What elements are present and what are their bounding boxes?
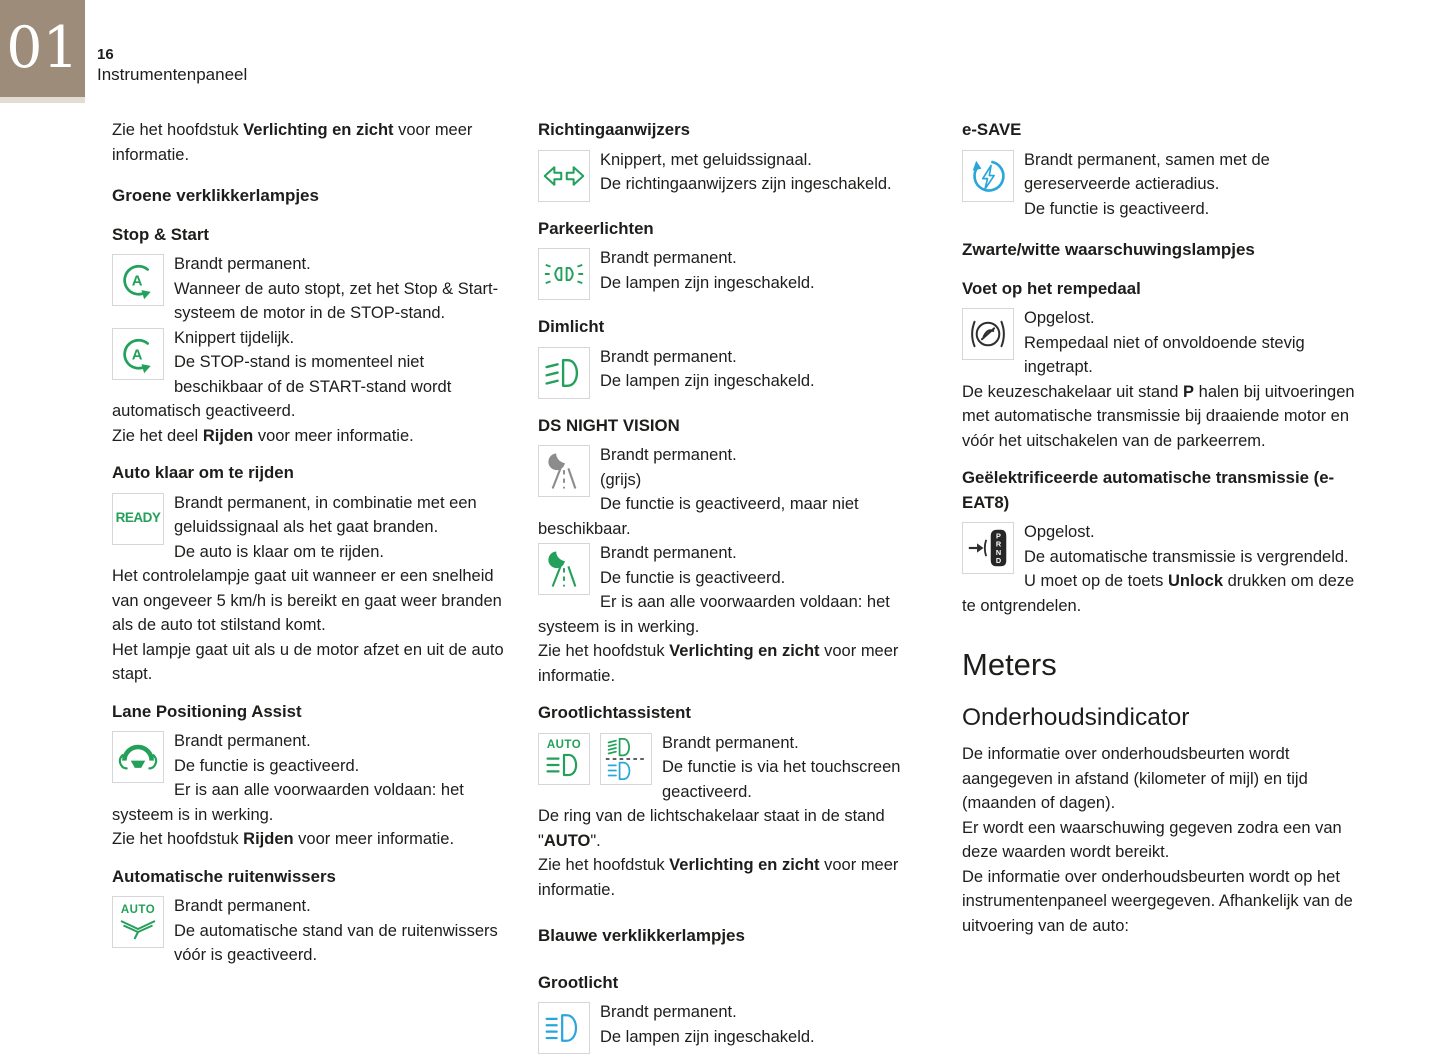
- svg-text:N: N: [995, 547, 1002, 557]
- heading-parking-lights: Parkeerlichten: [538, 218, 654, 238]
- gear-selector-prnd-icon: [962, 522, 1014, 574]
- column-middle: [538, 118, 940, 1056]
- night-vision-green-block: [538, 541, 940, 688]
- text-line: Brandt permanent.: [174, 732, 311, 750]
- eat8-block: [962, 520, 1364, 618]
- maintenance-paragraph: De informatie over onderhoudsbeurten wordt aangegeven in afstand (kilometer of mijl) en tijd (maanden of dagen).: [962, 745, 1308, 812]
- heading-turn-signals: Richtingaanwijzers: [538, 120, 690, 139]
- heading-highbeam-assist: Grootlichtassistent: [538, 703, 691, 722]
- esave-block: [962, 148, 1364, 222]
- main-beam-block: [538, 1000, 940, 1056]
- stop-start-block-2: [112, 326, 514, 449]
- parking-lights-block: [538, 246, 940, 302]
- heading-lane-positioning: Lane Positioning Assist: [112, 701, 302, 721]
- heading-eat8: Geëlektrificeerde automatische transmissie (e-EAT8): [962, 468, 1335, 512]
- heading-esave: e-SAVE: [962, 120, 1022, 139]
- text-line: De lampen zijn ingeschakeld.: [600, 273, 815, 292]
- text-line: Knippert, met geluidssignaal.: [600, 150, 812, 169]
- svg-text:R: R: [995, 539, 1002, 549]
- auto-headlight-icon: AUTO: [538, 733, 590, 785]
- heading-black-white-warnings: Zwarte/witte waarschuwingslampjes: [962, 240, 1255, 259]
- text-line: De functie is geactiveerd.: [600, 568, 786, 587]
- text-line: Brandt permanent.: [174, 255, 311, 273]
- section-title-meters: Meters: [962, 647, 1057, 682]
- text-line: Het controlelampje gaat uit wanneer er een snelheid van ongeveer 5 km/h is bereikt en gaat weer branden als de auto tot stilstand komt.: [112, 567, 502, 634]
- text-line: Knippert tijdelijk.: [174, 328, 295, 347]
- text-line: De lampen zijn ingeschakeld.: [600, 1027, 815, 1046]
- text-line: De functie is via het touchscreen geactiveerd.: [662, 758, 901, 801]
- text-line: Er is aan alle voorwaarden voldaan: het systeem is in werking.: [538, 593, 890, 636]
- heading-main-beam: Grootlicht: [538, 972, 619, 992]
- column-left: [112, 118, 514, 968]
- text-line: Brandt permanent, in combinatie met een geluidssignaal als het gaat branden.: [174, 493, 477, 536]
- chapter-number-tab: [0, 0, 85, 97]
- main-beam-headlight-icon: [538, 1002, 590, 1054]
- lane-positioning-block: [112, 729, 514, 852]
- heading-dipped-beam: Dimlicht: [538, 317, 605, 336]
- text-line: De STOP-stand is momenteel niet beschikbaar of de START-stand wordt automatisch geactiveerd.: [112, 353, 452, 420]
- text-line: Zie het deel Rijden voor meer informatie.: [112, 426, 414, 445]
- maintenance-paragraph: De informatie over onderhoudsbeurten wordt op het instrumentenpaneel weergegeven. Afhankelijk van de uitvoering van de auto:: [962, 867, 1353, 935]
- turn-signals-block: [538, 148, 940, 204]
- text-line: De lampen zijn ingeschakeld.: [600, 372, 815, 390]
- section-title-maintenance: Onderhoudsindicator: [962, 704, 1190, 731]
- dipped-beam-block: [538, 345, 940, 401]
- text-line: De auto is klaar om te rijden.: [174, 542, 385, 561]
- page-number: 16: [97, 46, 114, 63]
- svg-text:A: A: [131, 273, 143, 290]
- text-line: Brandt permanent.: [174, 897, 311, 915]
- text-line: Brandt permanent.: [600, 544, 737, 562]
- chapter-tab-strip: [0, 97, 85, 103]
- stop-start-circular-arrow-A-icon: [112, 328, 164, 380]
- text-line: De functie is geactiveerd, maar niet beschikbaar.: [538, 495, 859, 538]
- text-line: Wanneer de auto stopt, zet het Stop & Start-systeem de motor in de STOP-stand.: [174, 279, 499, 322]
- text-line: De functie is geactiveerd.: [1024, 199, 1210, 218]
- text-line: De richtingaanwijzers zijn ingeschakeld.: [600, 175, 892, 193]
- ready-block: [112, 491, 514, 687]
- auto-wipers-block: [112, 894, 514, 968]
- text-line: Zie het hoofdstuk Verlichting en zicht voor meer informatie.: [538, 642, 899, 685]
- text-line: Er is aan alle voorwaarden voldaan: het systeem is in werking.: [112, 781, 464, 824]
- maintenance-paragraph: Er wordt een waarschuwing gegeven zodra een van deze waarden wordt bereikt.: [962, 818, 1342, 861]
- text-line: De keuzeschakelaar uit stand P halen bij uitvoeringen met automatische transmissie bij draaiende motor en vóór het uitschakelen van de parkeerrem.: [962, 382, 1355, 450]
- svg-text:D: D: [995, 556, 1002, 566]
- heading-ready: Auto klaar om te rijden: [112, 463, 294, 482]
- text-line: (grijs): [600, 470, 642, 489]
- text-line: Opgelost.: [1024, 309, 1095, 327]
- page-title: Instrumentenpaneel: [97, 65, 248, 84]
- text-line: Rempedaal niet of onvoldoende stevig ingetrapt.: [1024, 333, 1305, 376]
- stop-start-block-1: [112, 252, 514, 326]
- dipped-beam-headlight-icon: [538, 347, 590, 399]
- text-line: Zie het hoofdstuk Verlichting en zicht voor meer informatie.: [538, 856, 899, 899]
- text-line: Brandt permanent.: [600, 249, 737, 267]
- chapter-number: 01: [6, 15, 79, 81]
- ready-text-icon: READY: [112, 493, 164, 545]
- text-line: De automatische stand van de ruitenwissers vóór is geactiveerd.: [174, 921, 498, 964]
- svg-text:A: A: [131, 346, 143, 363]
- heading-auto-wipers: Automatische ruitenwissers: [112, 866, 336, 886]
- text-line: Opgelost.: [1024, 523, 1095, 541]
- steering-wheel-hands-icon: [112, 731, 164, 783]
- heading-blue-indicators: Blauwe verklikkerlampjes: [538, 926, 745, 945]
- foot-on-brake-block: [962, 306, 1364, 453]
- heading-foot-on-brake: Voet op het rempedaal: [962, 278, 1141, 298]
- highbeam-assist-block: [538, 731, 940, 903]
- circular-arrow-lightning-icon: [962, 150, 1014, 202]
- parking-lights-icon: [538, 248, 590, 300]
- moon-road-night-vision-icon: [538, 543, 590, 595]
- high-low-beam-switch-icon: [600, 733, 652, 785]
- text-line: Zie het hoofdstuk Rijden voor meer informatie.: [112, 830, 455, 848]
- intro-paragraph: Zie het hoofdstuk Verlichting en zicht voor meer informatie.: [112, 121, 473, 164]
- heading-night-vision: DS NIGHT VISION: [538, 415, 680, 435]
- text-line: Brandt permanent.: [600, 347, 737, 366]
- foot-on-brake-pedal-icon: [962, 308, 1014, 360]
- stop-start-circular-arrow-A-icon: [112, 254, 164, 306]
- text-line: Brandt permanent.: [662, 733, 799, 752]
- moon-road-night-vision-icon: [538, 445, 590, 497]
- auto-windscreen-wiper-icon: AUTO: [112, 896, 164, 948]
- heading-green-indicators: Groene verklikkerlampjes: [112, 186, 319, 205]
- column-right: [962, 118, 1364, 938]
- text-line: Brandt permanent.: [600, 1003, 737, 1021]
- text-line: Het lampje gaat uit als u de motor afzet en uit de auto stapt.: [112, 640, 504, 683]
- text-line: Brandt permanent, samen met de gereserveerde actieradius.: [1024, 150, 1270, 193]
- text-line: De functie is geactiveerd.: [174, 756, 360, 775]
- left-right-arrows-icon: [538, 150, 590, 202]
- text-line: De automatische transmissie is vergrendeld.: [1024, 547, 1349, 566]
- heading-stop-start: Stop & Start: [112, 224, 209, 244]
- svg-text:P: P: [996, 531, 1001, 541]
- text-line: De ring van de lichtschakelaar staat in de stand "AUTO".: [538, 807, 885, 850]
- text-line: Brandt permanent.: [600, 446, 737, 464]
- night-vision-gray-block: [538, 443, 940, 541]
- text-line: U moet op de toets Unlock drukken om deze te ontgrendelen.: [962, 572, 1355, 615]
